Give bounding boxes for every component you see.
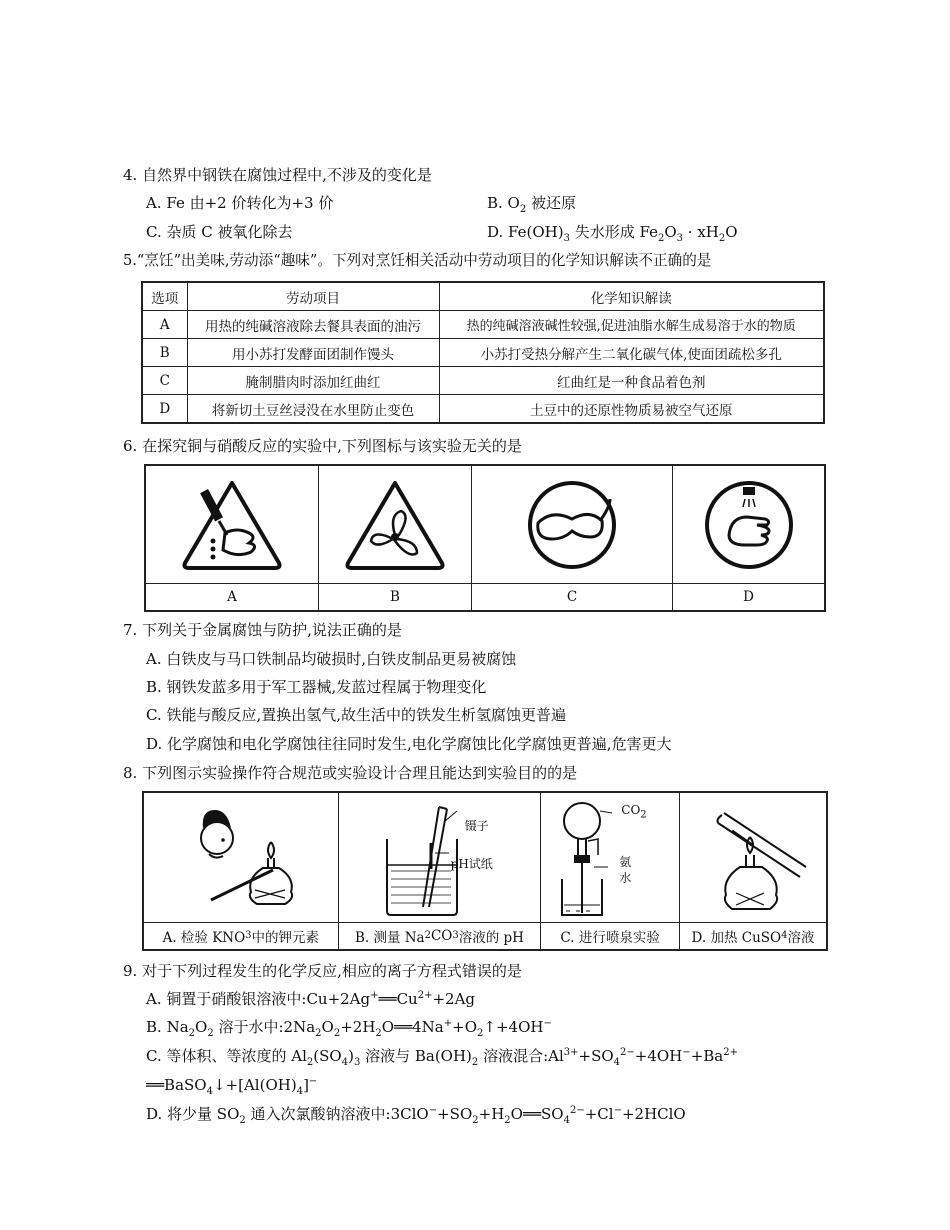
q7-option-a: A. 白铁皮与马口铁制品均破损时,白铁皮制品更易被腐蚀 <box>146 650 517 668</box>
q4-option-b: B. $O_2$ 被还原 <box>487 194 577 215</box>
table-row <box>142 395 824 424</box>
q6-stem: 6. 在探究铜与硝酸反应的实验中,下列图标与该实验无关的是 <box>123 437 522 455</box>
q6-icon-panel <box>144 464 826 612</box>
q8-caption-a: A. 检验 KNO 3 中的钾元素 <box>144 922 338 949</box>
table-cell: B <box>142 339 187 367</box>
table-cell: 将新切土豆丝浸没在水里防止变色 <box>187 395 439 424</box>
q7-option-d: D. 化学腐蚀和电化学腐蚀往往同时发生,电化学腐蚀比化学腐蚀更普遍,危害更大 <box>146 735 672 753</box>
q8-option-a <box>144 793 339 949</box>
q9-option-c-continued: $══BaSO_4↓+[Al(OH)_4]^-$ <box>146 1076 318 1097</box>
table-cell: 土豆中的还原性物质易被空气还原 <box>439 395 824 424</box>
q4-option-a: A. Fe 由+2 价转化为+3 价 <box>146 194 334 212</box>
tweezers-label: 镊子 <box>464 819 489 833</box>
ph-measurement-illustration <box>339 793 541 922</box>
table-header-row <box>142 282 824 311</box>
table-cell: C <box>142 367 187 395</box>
table-cell: 用小苏打发酵面团制作馒头 <box>187 339 439 367</box>
flame-test-illustration <box>144 793 338 922</box>
table-cell: 红曲红是一种食品着色剂 <box>439 367 824 395</box>
q9-stem: 9. 对于下列过程发生的化学反应,相应的离子方程式错误的是 <box>123 962 522 980</box>
q4-option-c: C. 杂质 C 被氧化除去 <box>146 223 293 241</box>
table-cell: 用热的纯碱溶液除去餐具表面的油污 <box>187 311 439 339</box>
q8-stem: 8. 下列图示实验操作符合规范或实验设计合理且能达到实验目的的是 <box>123 764 578 782</box>
q8-caption-c: C. 进行喷泉实验 <box>541 922 679 949</box>
safety-goggles-icon <box>472 466 672 583</box>
q8-option-b <box>339 793 542 949</box>
table-row <box>142 339 824 367</box>
q6-label-b: B <box>319 583 471 610</box>
q6-label-c: C <box>472 583 672 610</box>
ammonia-label-2: 水 <box>619 871 632 885</box>
q6-option-c <box>472 466 673 610</box>
heating-test-tube-illustration <box>680 793 826 922</box>
q7-option-c: C. 铁能与酸反应,置换出氢气,故生活中的铁发生析氢腐蚀更普遍 <box>146 706 567 724</box>
q9-option-c: C. 等体积、等浓度的 $Al_2(SO_4)_3$ 溶液与 $Ba(OH)_2$ 溶液混合$:Al^{3+}+SO_4^{2-}+4OH^-+Ba^{2+}$ <box>146 1047 738 1068</box>
q8-experiment-panel <box>142 791 828 951</box>
q7-option-b: B. 钢铁发蓝多用于军工器械,发蓝过程属于物理变化 <box>146 678 487 696</box>
q6-label-d: D <box>673 583 824 610</box>
q5-table <box>141 281 825 424</box>
table-row <box>142 311 824 339</box>
q9-option-a: A. 铜置于硝酸银溶液中$:Cu+2Ag^+══Cu^{2+}+2Ag$ <box>146 990 476 1008</box>
ph-paper-label: pH试纸 <box>450 857 493 871</box>
q6-option-b <box>319 466 472 610</box>
q5-stem: 5.“烹饪”出美味,劳动添“趣味”。下列对烹饪相关活动中劳动项目的化学知识解读不正确的是 <box>123 252 712 269</box>
q4-option-d: D. $Fe(OH)_3$ 失水形成 $Fe_2O_3 \cdot xH_2O$ <box>487 223 738 244</box>
q7-stem: 7. 下列关于金属腐蚀与防护,说法正确的是 <box>123 621 402 639</box>
table-header: 化学知识解读 <box>439 282 824 311</box>
table-cell: A <box>142 311 187 339</box>
q9-option-d: D. 将少量 $SO_2$ 通入次氯酸钠溶液中$:3ClO^-+SO_2+H_2O══SO_4^{2-}+Cl^-+2HClO$ <box>146 1105 686 1126</box>
table-cell: D <box>142 395 187 424</box>
table-cell: 热的纯碱溶液碱性较强,促进油脂水解生成易溶于水的物质 <box>439 311 824 339</box>
ventilation-fan-icon <box>319 466 471 583</box>
table-row <box>142 367 824 395</box>
q9-option-b: B. $Na_2O_2$ 溶于水中$:2Na_2O_2+2H_2O══4Na^++O_2↑+4OH^-$ <box>146 1018 552 1039</box>
q6-option-d <box>673 466 824 610</box>
q8-option-d <box>680 793 826 949</box>
q8-option-c <box>541 793 680 949</box>
table-cell: 腌制腊肉时添加红曲红 <box>187 367 439 395</box>
sharp-object-warning-icon <box>146 466 318 583</box>
co2-label: $CO_2$ <box>621 803 647 821</box>
fountain-experiment-illustration <box>541 793 679 922</box>
q6-option-a <box>146 466 319 610</box>
q4-stem: 4. 自然界中钢铁在腐蚀过程中,不涉及的变化是 <box>123 166 432 184</box>
table-header: 选项 <box>142 282 187 311</box>
q6-label-a: A <box>146 583 318 610</box>
table-header: 劳动项目 <box>187 282 439 311</box>
q8-caption-d: D. 加热 CuSO 4 溶液 <box>680 922 826 949</box>
table-cell: 小苏打受热分解产生二氧化碳气体,使面团疏松多孔 <box>439 339 824 367</box>
wash-hands-icon <box>673 466 824 583</box>
ammonia-label-1: 氨 <box>619 855 632 869</box>
q8-caption-b: B. 测量 Na 2 CO 3 溶液的 pH <box>339 922 541 949</box>
